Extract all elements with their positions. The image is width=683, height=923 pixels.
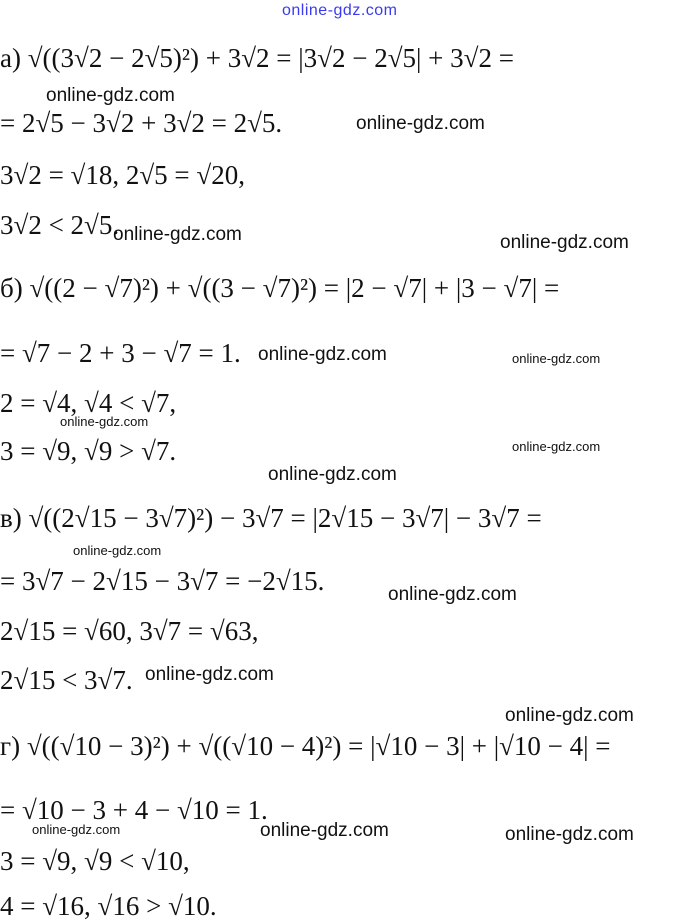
part-a-line-4: 3√2 < 2√5. (0, 210, 120, 240)
watermark: online-gdz.com (260, 820, 389, 841)
watermark: online-gdz.com (500, 232, 629, 253)
header-watermark: online-gdz.com (282, 2, 398, 19)
watermark: online-gdz.com (512, 439, 601, 454)
watermark: online-gdz.com (505, 824, 634, 845)
watermark: online-gdz.com (258, 344, 387, 365)
watermark: online-gdz.com (46, 85, 175, 106)
part-a-line-1: а) √((3√2 − 2√5)²) + 3√2 = |3√2 − 2√5| + 3√2 = (0, 43, 514, 73)
part-b-line-1: б) √((2 − √7)²) + √((3 − √7)²) = |2 − √7| + |3 − √7| = (0, 273, 560, 303)
part-c-line-3: 2√15 = √60, 3√7 = √63, (0, 616, 259, 646)
part-b-line-4: 3 = √9, √9 > √7. (0, 436, 177, 466)
watermark: online-gdz.com (60, 414, 149, 429)
part-d-line-1: г) √((√10 − 3)²) + √((√10 − 4)²) = |√10 − 3| + |√10 − 4| = (0, 731, 611, 761)
part-a-line-2: = 2√5 − 3√2 + 3√2 = 2√5. (0, 108, 283, 138)
part-c-line-2: = 3√7 − 2√15 − 3√7 = −2√15. (0, 566, 325, 596)
watermark: online-gdz.com (73, 543, 162, 558)
watermark: online-gdz.com (356, 113, 485, 134)
watermark: online-gdz.com (32, 822, 121, 837)
part-d-line-2: = √10 − 3 + 4 − √10 = 1. (0, 795, 268, 825)
watermark: online-gdz.com (145, 664, 274, 685)
part-d-line-3: 3 = √9, √9 < √10, (0, 846, 190, 876)
watermark: online-gdz.com (512, 351, 601, 366)
watermark: online-gdz.com (388, 584, 517, 605)
part-c-line-1: в) √((2√15 − 3√7)²) − 3√7 = |2√15 − 3√7| − 3√7 = (0, 503, 542, 533)
watermark: online-gdz.com (505, 705, 634, 726)
part-d-line-4: 4 = √16, √16 > √10. (0, 891, 217, 921)
part-b-line-2: = √7 − 2 + 3 − √7 = 1. (0, 338, 241, 368)
part-a-line-3: 3√2 = √18, 2√5 = √20, (0, 160, 245, 190)
part-b-line-3: 2 = √4, √4 < √7, (0, 388, 177, 418)
watermark: online-gdz.com (113, 224, 242, 245)
watermark: online-gdz.com (268, 464, 397, 485)
part-c-line-4: 2√15 < 3√7. (0, 665, 133, 695)
